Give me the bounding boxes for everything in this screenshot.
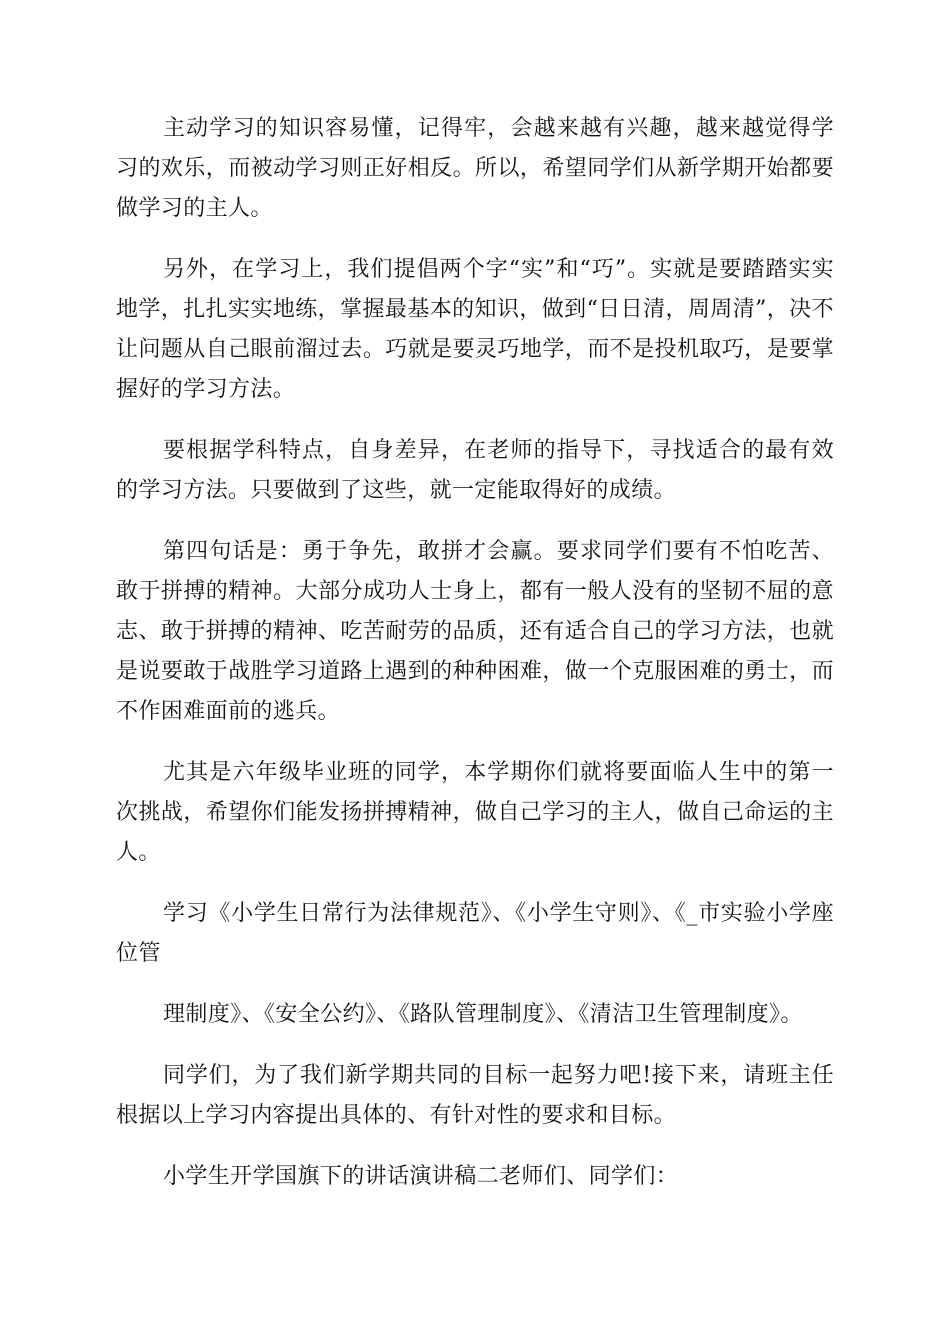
paragraph-rules-part-two: 理制度》、《安全公约》、《路队管理制度》、《清洁卫生管理制度》。 bbox=[163, 1002, 803, 1027]
paragraph-learning-method: 要根据学科特点，自身差异，在老师的指导下，寻找适合的最有效的学习方法。只要做到了这些，就一定能取得好的成绩。 bbox=[116, 438, 834, 503]
paragraph-speech-two-heading: 小学生开学国旗下的讲话演讲稿二老师们、同学们： bbox=[163, 1164, 679, 1189]
paragraph-shi-and-qiao: 另外，在学习上，我们提倡两个字“实”和“巧”。实就是要踏踏实实地学，扎扎实实地练，掌握最基本的知识，做到“日日清，周周清”，决不让问题从自己眼前溜过去。巧就是要灵巧地学，而不是投机取巧，是要掌握好的学习方法。 bbox=[116, 257, 834, 402]
paragraph-fourth-saying: 第四句话是：勇于争先，敢拼才会赢。要求同学们要有不怕吃苦、敢于拼搏的精神。大部分成功人士身上，都有一般人没有的坚韧不屈的意志、敢于拼搏的精神、吃苦耐劳的品质，还有适合自己的学习方法，也就是说要敢于战胜学习道路上遇到的种种困难，做一个克服困难的勇士，而不作困难面前的逃兵。 bbox=[116, 539, 834, 724]
document-body bbox=[116, 109, 834, 1218]
paragraph-grade-six: 尤其是六年级毕业班的同学，本学期你们就将要面临人生中的第一次挑战，希望你们能发扬拼搏精神，做自己学习的主人，做自己命运的主人。 bbox=[116, 760, 834, 865]
paragraph-active-learning: 主动学习的知识容易懂，记得牢，会越来越有兴趣，越来越觉得学习的欢乐，而被动学习则正好相反。所以，希望同学们从新学期开始都要做学习的主人。 bbox=[116, 116, 834, 221]
paragraph-common-goal: 同学们，为了我们新学期共同的目标一起努力吧!接下来，请班主任根据以上学习内容提出具体的、有针对性的要求和目标。 bbox=[116, 1063, 834, 1128]
paragraph-rules-part-one: 学习《小学生日常行为法律规范》、《小学生守则》、《_市实验小学座位管 bbox=[116, 901, 834, 966]
